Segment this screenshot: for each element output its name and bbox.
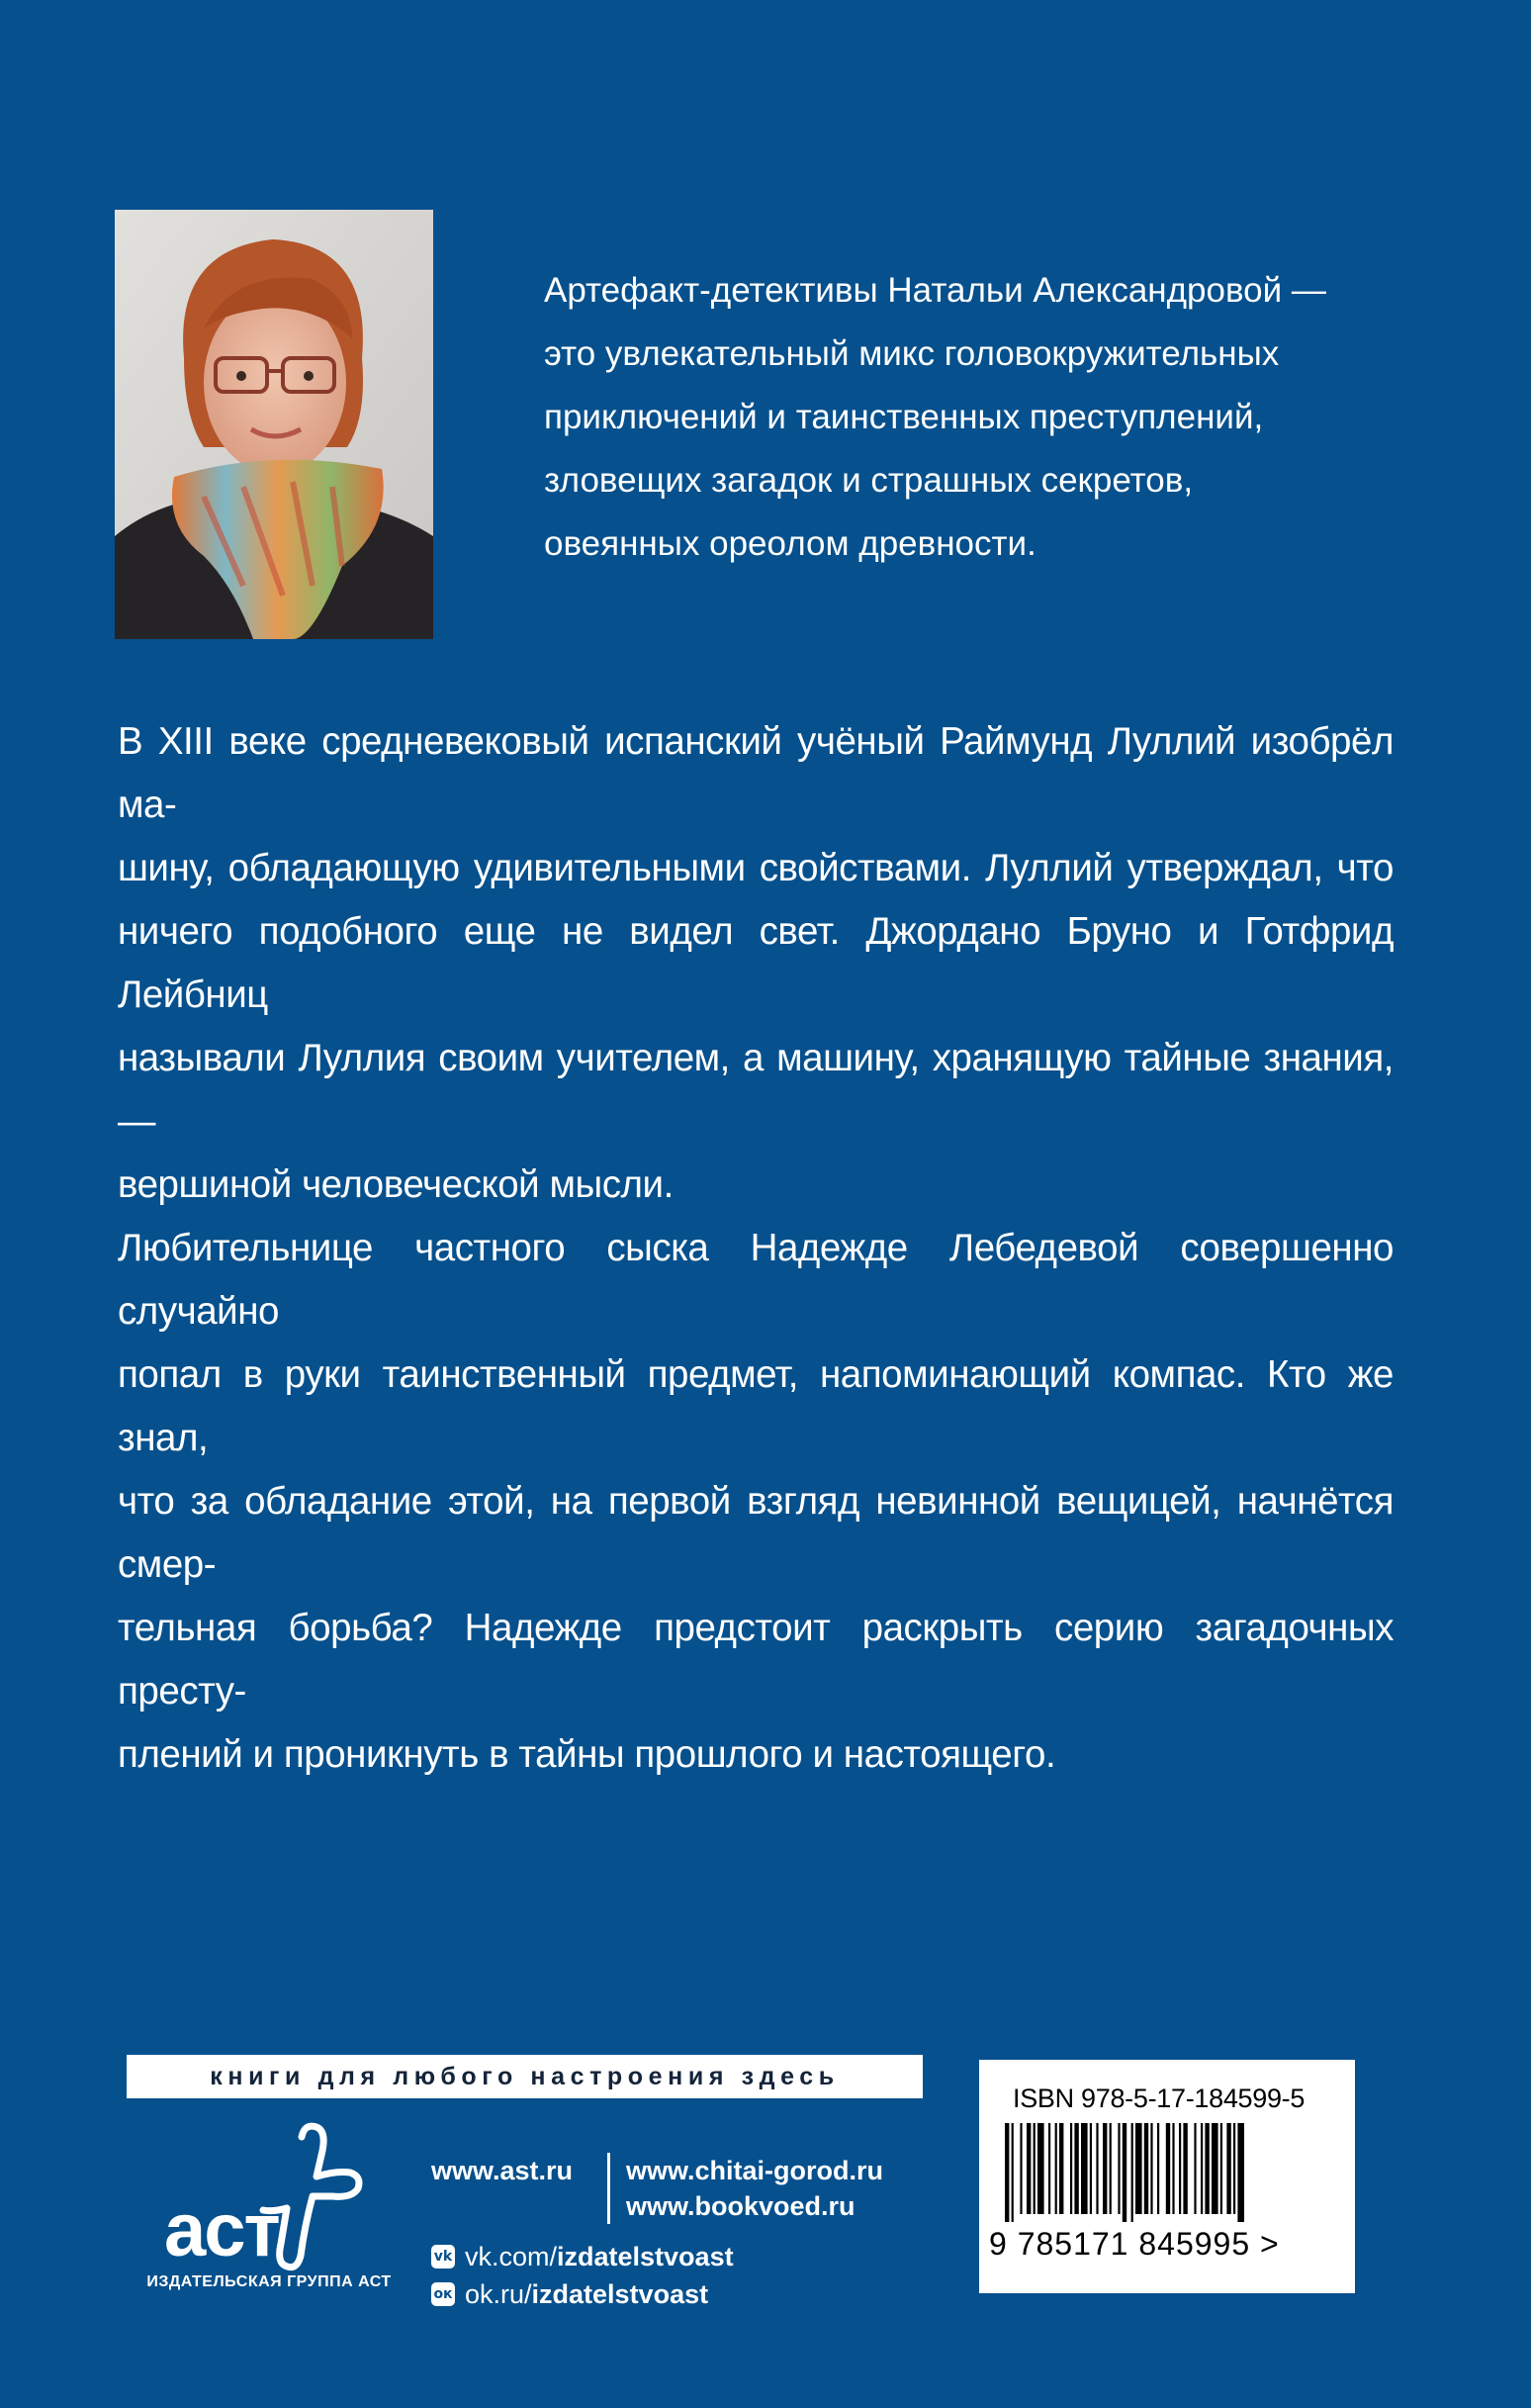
synopsis-line: ничего подобного еще не видел свет. Джордано Бруно и Готфрид Лейбниц [118,910,1394,1016]
divider [607,2153,610,2224]
vk-prefix: vk.com/ [465,2242,558,2271]
ok-prefix: ok.ru/ [465,2279,532,2309]
synopsis-line: что за обладание этой, на первой взгляд невинной вещицей, начнётся смер- [118,1480,1394,1586]
social-links [431,2238,734,2313]
intro-line: приключений и таинственных преступлений, [544,398,1264,436]
vk-handle: izdatelstvoast [557,2242,734,2271]
synopsis-line: Любительнице частного сыска Надежде Лебедевой совершенно случайно [118,1227,1394,1333]
intro-line: зловещих загадок и страшных секретов, [544,461,1194,500]
synopsis-line: попал в руки таинственный предмет, напоминающий компас. Кто же знал, [118,1353,1394,1459]
ok-handle: izdatelstvoast [531,2279,709,2309]
social-row-ok[interactable] [431,2275,734,2313]
link-ast[interactable]: www.ast.ru [431,2156,574,2185]
ast-logo [138,2117,376,2285]
tagline-banner: книги для любого настроения здесь [127,2055,923,2098]
social-row-vk[interactable] [431,2238,734,2275]
barcode-graphic [999,2123,1325,2222]
author-photo [115,210,433,639]
isbn-label: ISBN 978-5-17-184599-5 [1013,2084,1306,2113]
synopsis-line: шину, обладающую удивительными свойствами. Луллий утверждал, что [118,847,1394,889]
logo-text: аст [164,2188,279,2272]
synopsis-line: тельная борьба? Надежде предстоит раскрыть серию загадочных престу- [118,1607,1394,1713]
book-synopsis [118,710,1394,1787]
synopsis-line: В XIII веке средневековый испанский учёный Раймунд Луллий изобрёл ма- [118,720,1394,826]
website-links [431,2153,883,2224]
series-intro [544,259,1414,576]
link-bookvoed[interactable]: www.bookvoed.ru [626,2191,856,2221]
synopsis-line: вершиной человеческой мысли. [118,1163,674,1206]
synopsis-line: называли Луллия своим учителем, а машину, хранящую тайные знания, — [118,1037,1394,1143]
isbn-digits: 9 785171 845995 > [989,2226,1280,2262]
synopsis-paragraph-1 [118,710,1394,1217]
vk-icon: vk [431,2245,455,2269]
publisher-caption: ИЗДАТЕЛЬСКАЯ ГРУППА АСТ [146,2273,392,2290]
synopsis-paragraph-2 [118,1217,1394,1787]
odnoklassniki-icon: ок [431,2282,455,2306]
link-chitai-gorod[interactable]: www.chitai-gorod.ru [626,2156,883,2185]
intro-line: это увлекательный микс головокружительных [544,334,1280,373]
synopsis-line: плений и проникнуть в тайны прошлого и настоящего. [118,1733,1056,1776]
intro-line: овеянных ореолом древности. [544,524,1036,563]
isbn-barcode-panel [979,2060,1355,2293]
intro-line: Артефакт-детективы Натальи Александровой — [544,271,1326,310]
